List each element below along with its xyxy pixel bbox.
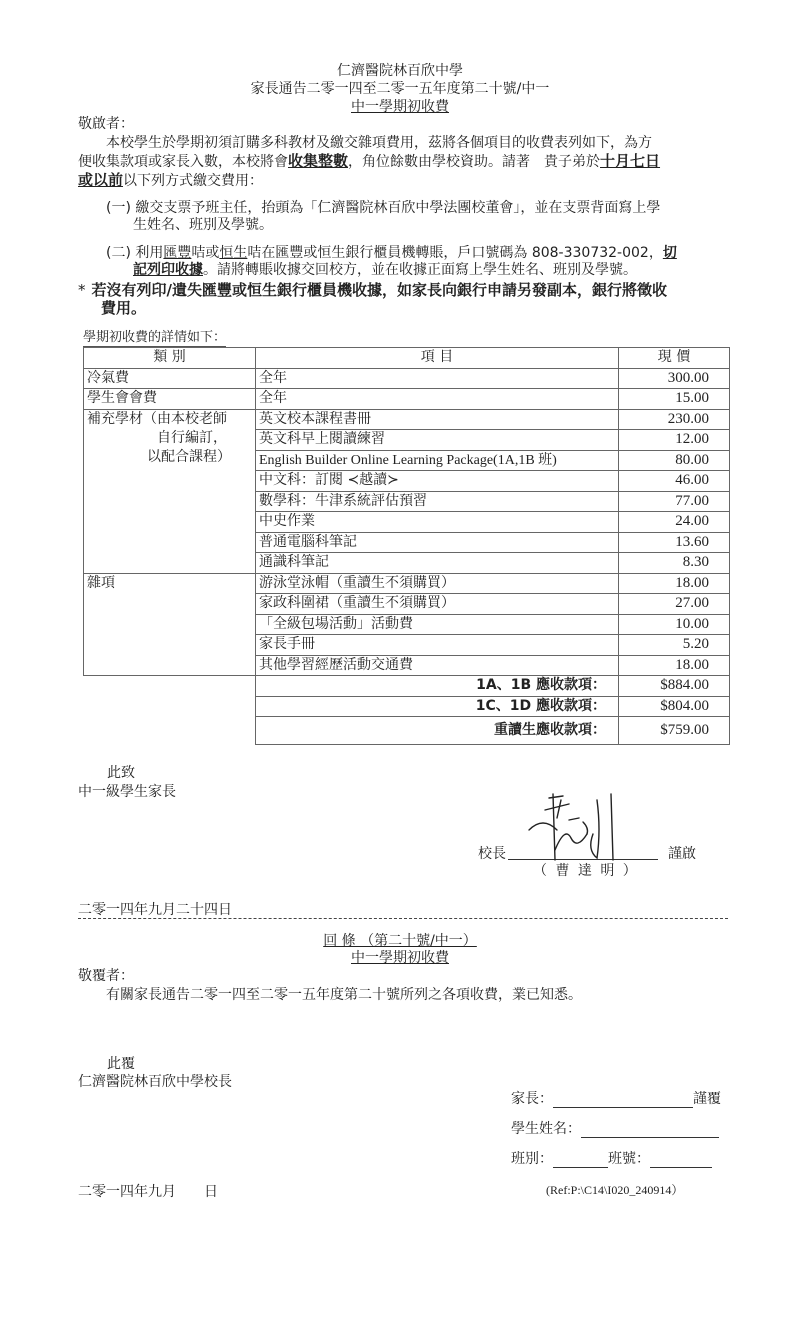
- price-cell: 27.00: [619, 594, 730, 615]
- reply-subject: 中一學期初收費: [351, 950, 449, 966]
- reply-closing-recipient: 仁濟醫院林百欣中學校長: [78, 1074, 232, 1090]
- header-category: 類 別: [84, 348, 256, 369]
- category-line: 補充學材（由本校老師: [87, 410, 227, 427]
- item-cell: 家政科圍裙（重讀生不須購買）: [256, 594, 619, 615]
- student-name-field[interactable]: [511, 1120, 719, 1138]
- total-label: 重讀生應收款項：: [256, 717, 619, 745]
- parent-signature-field[interactable]: [511, 1090, 721, 1108]
- category-cell: [84, 409, 256, 573]
- reply-title: 回 條 （第二十號/中一）: [323, 933, 477, 949]
- payment-method-1: [106, 199, 660, 217]
- class-line[interactable]: [553, 1167, 608, 1168]
- reply-body: 有關家長通告二零一四至二零一五年度第二十號所列之各項收費，業已知悉。: [106, 987, 582, 1003]
- item-cell: 家長手冊: [256, 635, 619, 656]
- note: [78, 281, 667, 299]
- total-label: 1A、1B 應收款項：: [256, 676, 619, 697]
- student-name-line[interactable]: [581, 1137, 719, 1138]
- header-item: 項 目: [256, 348, 619, 369]
- item-cell: 英文科早上閱讀練習: [256, 430, 619, 451]
- method-text: 繳交支票予班主任，抬頭為「仁濟醫院林百欣中學法團校董會」，並在支票背面寫上學: [135, 200, 661, 216]
- reply-salutation: 敬覆者：: [78, 968, 134, 984]
- method-text: 咭或: [191, 245, 220, 261]
- table-row: [84, 389, 730, 410]
- price-cell: 13.60: [619, 532, 730, 553]
- price-cell: 10.00: [619, 614, 730, 635]
- item-cell: 其他學習經歷活動交通費: [256, 655, 619, 676]
- total-label: 1C、1D 應收款項：: [256, 696, 619, 717]
- principal-title: 校長: [478, 846, 506, 862]
- class-label: 班別：: [511, 1151, 553, 1167]
- category-cell: 雜項: [84, 573, 256, 676]
- school-name: 仁濟醫院林百欣中學: [337, 63, 463, 79]
- price-cell: 46.00: [619, 471, 730, 492]
- method-text: 。請將轉賬收據交回校方，並在收據正面寫上學生姓名、班別及學號。: [203, 262, 637, 278]
- principal-name: （ 曹 達 明 ）: [533, 863, 639, 879]
- closing-to: 此致: [107, 765, 135, 781]
- item-cell: 通識科筆記: [256, 553, 619, 574]
- method-text: 咭在匯豐或恒生銀行櫃員機轉賬，戶口號碼為 808-330732-002，: [247, 245, 663, 261]
- table-row: [84, 573, 730, 594]
- total-amount: $884.00: [619, 676, 730, 697]
- item-cell: 「全級包場活動」活動費: [256, 614, 619, 635]
- intro-line-2: [78, 152, 660, 171]
- item-cell: 普通電腦科筆記: [256, 532, 619, 553]
- print-receipt-emphasis: 記列印收據: [133, 262, 203, 278]
- price-cell: 300.00: [619, 368, 730, 389]
- intro-line-3: [78, 171, 263, 190]
- intro-text: ，角位餘數由學校資助。請著 貴子弟於: [348, 154, 601, 170]
- item-cell: English Builder Online Learning Package(1A,1B 班): [256, 450, 619, 471]
- price-cell: 18.00: [619, 573, 730, 594]
- method-text-cont: [133, 261, 637, 279]
- item-cell: 英文校本課程書冊: [256, 409, 619, 430]
- item-cell: 全年: [256, 368, 619, 389]
- empty-cell: [84, 696, 256, 717]
- fee-table: [83, 347, 730, 745]
- asterisk-marker: *: [78, 281, 86, 299]
- intro-text: 便收集款項或家長入數，本校將會: [78, 154, 288, 170]
- note-text: 若沒有列印/遺失匯豐或恒生銀行櫃員機收據，如家長向銀行申請另發副本，銀行將徵收: [91, 281, 667, 299]
- price-cell: 15.00: [619, 389, 730, 410]
- total-amount: $804.00: [619, 696, 730, 717]
- category-line: 自行編訂，: [157, 429, 227, 446]
- notice-number: 家長通告二零一四至二零一五年度第二十號/中一: [250, 81, 550, 97]
- tear-off-line: [78, 918, 728, 919]
- deadline-emphasis: 十月七日: [600, 152, 661, 170]
- price-cell: 80.00: [619, 450, 730, 471]
- note-text-cont: 費用。: [101, 299, 147, 317]
- header-price: 現 價: [619, 348, 730, 369]
- hsbc-text: 匯豐: [163, 245, 192, 261]
- price-cell: 230.00: [619, 409, 730, 430]
- empty-cell: [84, 676, 256, 697]
- payment-method-2: [106, 244, 677, 262]
- print-receipt-emphasis: 切: [662, 245, 677, 261]
- collect-whole-emphasis: 收集整數: [288, 152, 349, 170]
- class-no-label: 班號：: [608, 1151, 650, 1167]
- table-header-row: [84, 348, 730, 369]
- item-cell: 全年: [256, 389, 619, 410]
- price-cell: 5.20: [619, 635, 730, 656]
- total-row: [84, 717, 730, 745]
- reply-date: 二零一四年九月 日: [78, 1184, 218, 1200]
- salutation: 敬啟者：: [78, 116, 134, 132]
- parent-label: 家長：: [511, 1091, 553, 1107]
- reply-closing-to: 此覆: [107, 1056, 135, 1072]
- notice-date: 二零一四年九月二十四日: [78, 902, 232, 918]
- table-row: [84, 409, 730, 430]
- price-cell: 77.00: [619, 491, 730, 512]
- empty-cell: [84, 717, 256, 745]
- parent-suffix: 謹覆: [693, 1091, 721, 1107]
- table-caption: 學期初收費的詳情如下：: [83, 330, 227, 345]
- signature-image: [525, 790, 635, 862]
- notice-subject: 中一學期初收費: [351, 99, 449, 115]
- total-amount: $759.00: [619, 717, 730, 745]
- class-no-line[interactable]: [650, 1167, 712, 1168]
- student-name-label: 學生姓名：: [511, 1121, 581, 1137]
- price-cell: 8.30: [619, 553, 730, 574]
- reference-code: (Ref:P:\C14\I020_240914）: [546, 1183, 684, 1197]
- price-cell: 18.00: [619, 655, 730, 676]
- signature-suffix: 謹啟: [668, 846, 696, 862]
- item-cell: 中史作業: [256, 512, 619, 533]
- total-row: [84, 696, 730, 717]
- item-cell: 中文科：訂閱 ≺越讀≻: [256, 471, 619, 492]
- price-cell: 12.00: [619, 430, 730, 451]
- price-cell: 24.00: [619, 512, 730, 533]
- hang-seng-text: 恒生: [219, 245, 248, 261]
- method-text: 利用: [135, 245, 164, 261]
- category-line: 以配合課程）: [147, 448, 231, 465]
- method-text-cont: 生姓名、班別及學號。: [133, 217, 273, 233]
- category-cell: 學生會會費: [84, 389, 256, 410]
- table-row: [84, 368, 730, 389]
- category-cell: 冷氣費: [84, 368, 256, 389]
- item-cell: 數學科：牛津系統評估預習: [256, 491, 619, 512]
- total-row: [84, 676, 730, 697]
- class-field[interactable]: [511, 1150, 712, 1168]
- method-marker: (一): [106, 200, 131, 216]
- item-cell: 游泳堂泳帽（重讀生不須購買）: [256, 573, 619, 594]
- deadline-emphasis-2: 或以前: [78, 171, 124, 189]
- closing-recipient: 中一級學生家長: [78, 784, 176, 800]
- intro-text: 以下列方式繳交費用：: [123, 173, 264, 189]
- parent-signature-line[interactable]: [553, 1107, 693, 1108]
- intro-line-1: 本校學生於學期初須訂購多科教材及繳交雜項費用，茲將各個項目的收費表列如下，為方: [106, 135, 652, 151]
- method-marker: (二): [106, 245, 131, 261]
